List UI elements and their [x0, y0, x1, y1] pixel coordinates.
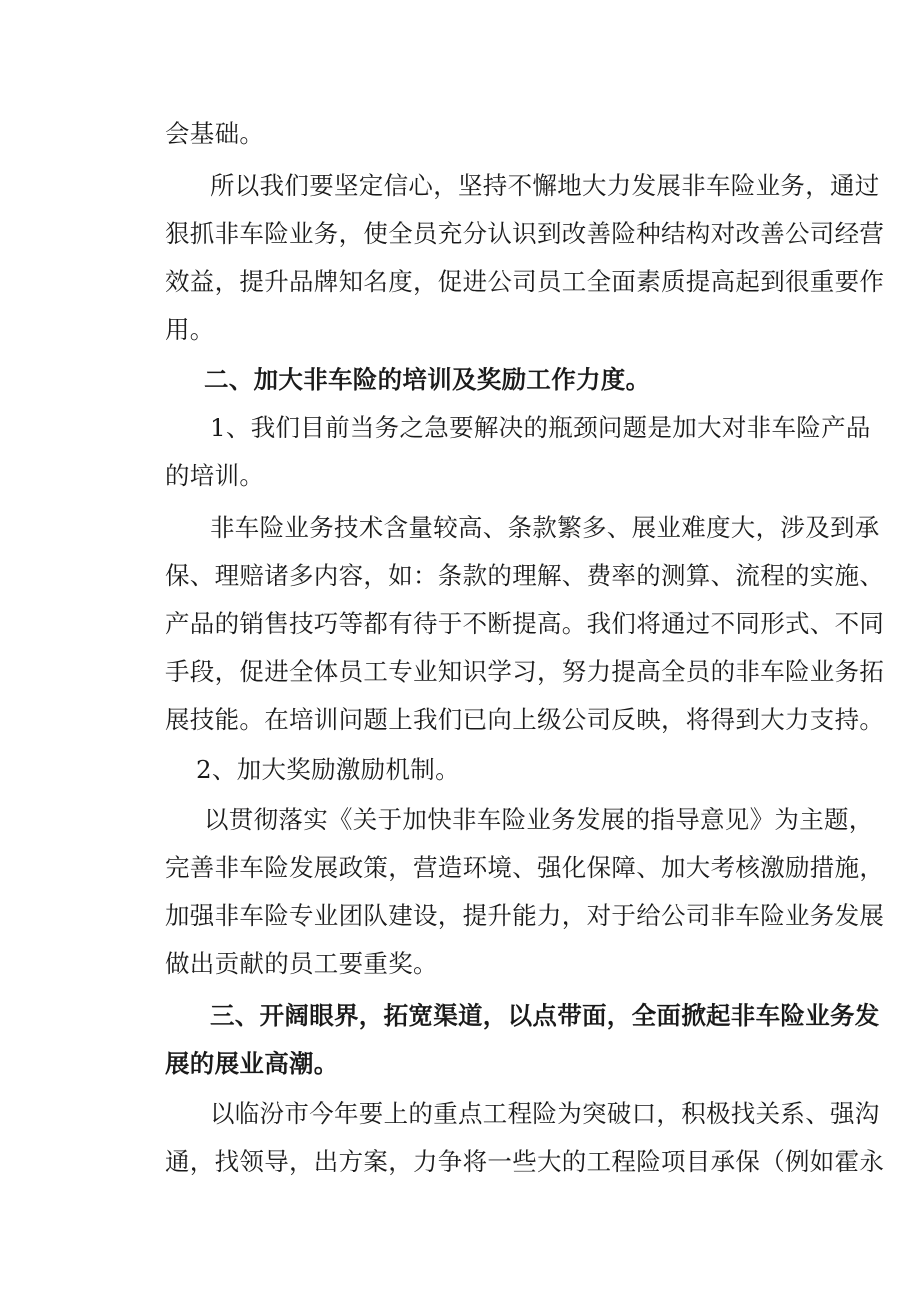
text-line: 会基础。	[165, 119, 265, 148]
text-line: 保、理赔诸多内容，如：条款的理解、费率的测算、流程的实施、	[165, 561, 885, 590]
section-heading: 三、开阔眼界，拓宽渠道，以点带面，全面掀起非车险业务发	[210, 1001, 880, 1030]
text-line: 加强非车险专业团队建设，提升能力，对于给公司非车险业务发展	[165, 901, 885, 930]
text-line: 通，找领导，出方案，力争将一些大的工程险项目承保（例如霍永	[165, 1147, 885, 1176]
text-line: 的培训。	[165, 461, 265, 490]
text-line: 1、我们目前当务之急要解决的瓶颈问题是加大对非车险产品	[210, 413, 871, 442]
text-line: 完善非车险发展政策，营造环境、强化保障、加大考核激励措施，	[165, 853, 885, 882]
section-heading-continued: 展的展业高潮。	[165, 1049, 339, 1078]
text-line: 以临汾市今年要上的重点工程险为突破口，积极找关系、强沟	[210, 1099, 880, 1128]
text-line: 所以我们要坚定信心，坚持不懈地大力发展非车险业务，通过	[210, 171, 880, 200]
text-line: 产品的销售技巧等都有待于不断提高。我们将通过不同形式、不同	[165, 609, 885, 638]
text-line: 用。	[165, 315, 215, 344]
text-line: 手段，促进全体员工专业知识学习，努力提高全员的非车险业务拓	[165, 657, 885, 686]
text-line: 展技能。在培训问题上我们已向上级公司反映，将得到大力支持。	[165, 705, 885, 734]
text-line: 狠抓非车险业务，使全员充分认识到改善险种结构对改善公司经营	[165, 219, 885, 248]
subsection-heading: 2、加大奖励激励机制。	[196, 755, 460, 784]
text-line: 效益，提升品牌知名度，促进公司员工全面素质提高起到很重要作	[165, 267, 885, 296]
text-line: 非车险业务技术含量较高、条款繁多、展业难度大，涉及到承	[210, 513, 880, 542]
text-line: 做出贡献的员工要重奖。	[165, 949, 438, 978]
section-heading: 二、加大非车险的培训及奖励工作力度。	[204, 365, 651, 394]
text-line: 以贯彻落实《关于加快非车险业务发展的指导意见》为主题，	[204, 805, 874, 834]
